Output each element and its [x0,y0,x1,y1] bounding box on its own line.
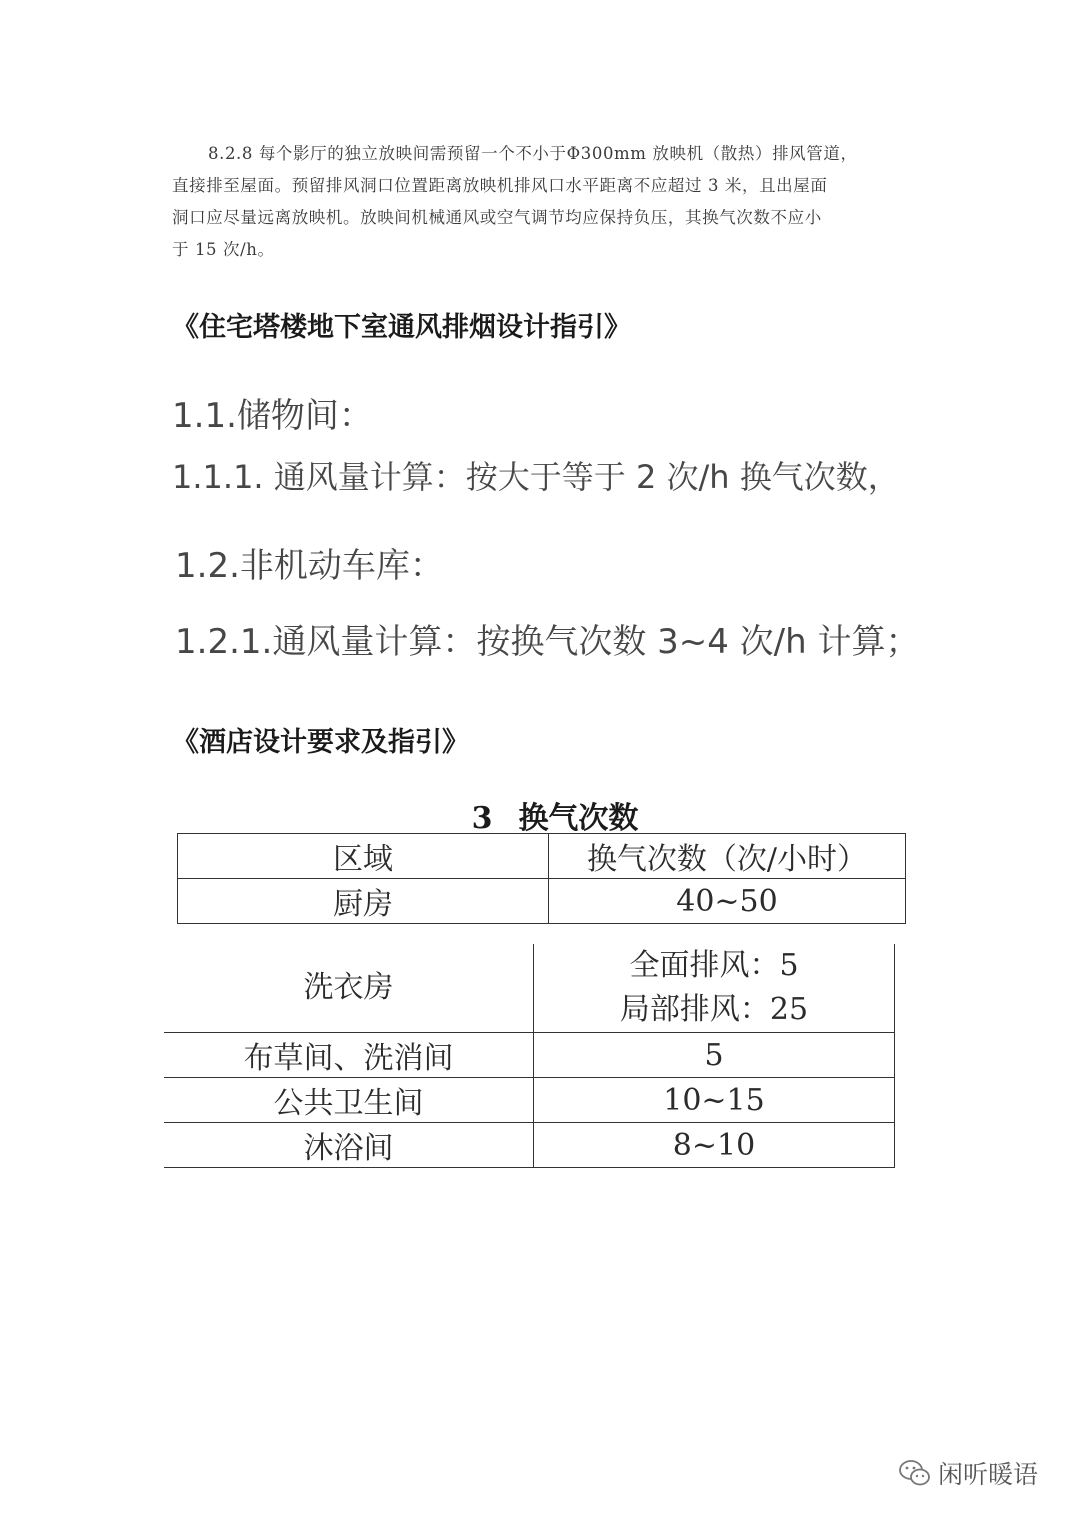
table-header-cell: 区域 [178,834,549,879]
bike-garage-heading: 1.2.非机动车库： [175,546,444,586]
air-change-table-bottom [164,944,895,1168]
table-row [178,879,906,924]
section-heading-residential: 《住宅塔楼地下室通风排烟设计指引》 [172,312,631,343]
table-caption-title: 换气次数 [518,801,639,836]
table-row [164,1078,895,1123]
table-header-row [178,834,906,879]
table-cell: 洗衣房 [164,944,534,1033]
paragraph-line: 于 15 次/h。 [172,240,275,259]
table-cell: 5 [534,1033,895,1078]
table-cell: 40~50 [549,879,906,924]
wechat-icon [898,1458,932,1488]
storage-room-heading: 1.1.储物间： [172,396,373,436]
table-row [164,1033,895,1078]
bike-garage-ventilation-text: 1.2.1.通风量计算：按换气次数 3~4 次/h 计算； [175,622,920,662]
table-cell-multiline [534,944,895,1033]
storage-room-ventilation-text: 1.1.1. 通风量计算：按大于等于 2 次/h 换气次数， [172,458,900,496]
table-cell: 8~10 [534,1123,895,1168]
paragraph-line: 直接排至屋面。预留排风洞口位置距离放映机排风口水平距离不应超过 3 米，且出屋面 [172,176,828,195]
table-caption [0,793,1080,837]
section-heading-hotel: 《酒店设计要求及指引》 [172,727,469,758]
table-row [164,944,895,1033]
table-cell-line: 全面排风：5 [629,948,799,983]
table-caption-number: 3 [471,801,493,836]
table-row [164,1123,895,1168]
table-cell: 公共卫生间 [164,1078,534,1123]
intro-paragraph [172,138,922,266]
table-cell: 厨房 [178,879,549,924]
table-header-cell: 换气次数（次/小时） [549,834,906,879]
paragraph-line: 洞口应尽量远离放映机。放映间机械通风或空气调节均应保持负压，其换气次数不应小 [172,208,822,227]
watermark-text: 闲听暖语 [938,1460,1039,1489]
table-cell: 沐浴间 [164,1123,534,1168]
watermark [898,1455,1038,1491]
table-cell: 10~15 [534,1078,895,1123]
paragraph-line: 8.2.8 每个影厅的独立放映间需预留一个不小于Φ300mm 放映机（散热）排风管道， [208,144,858,163]
air-change-table-top [177,833,906,924]
table-cell: 布草间、洗消间 [164,1033,534,1078]
table-cell-line: 局部排风：25 [619,992,809,1027]
